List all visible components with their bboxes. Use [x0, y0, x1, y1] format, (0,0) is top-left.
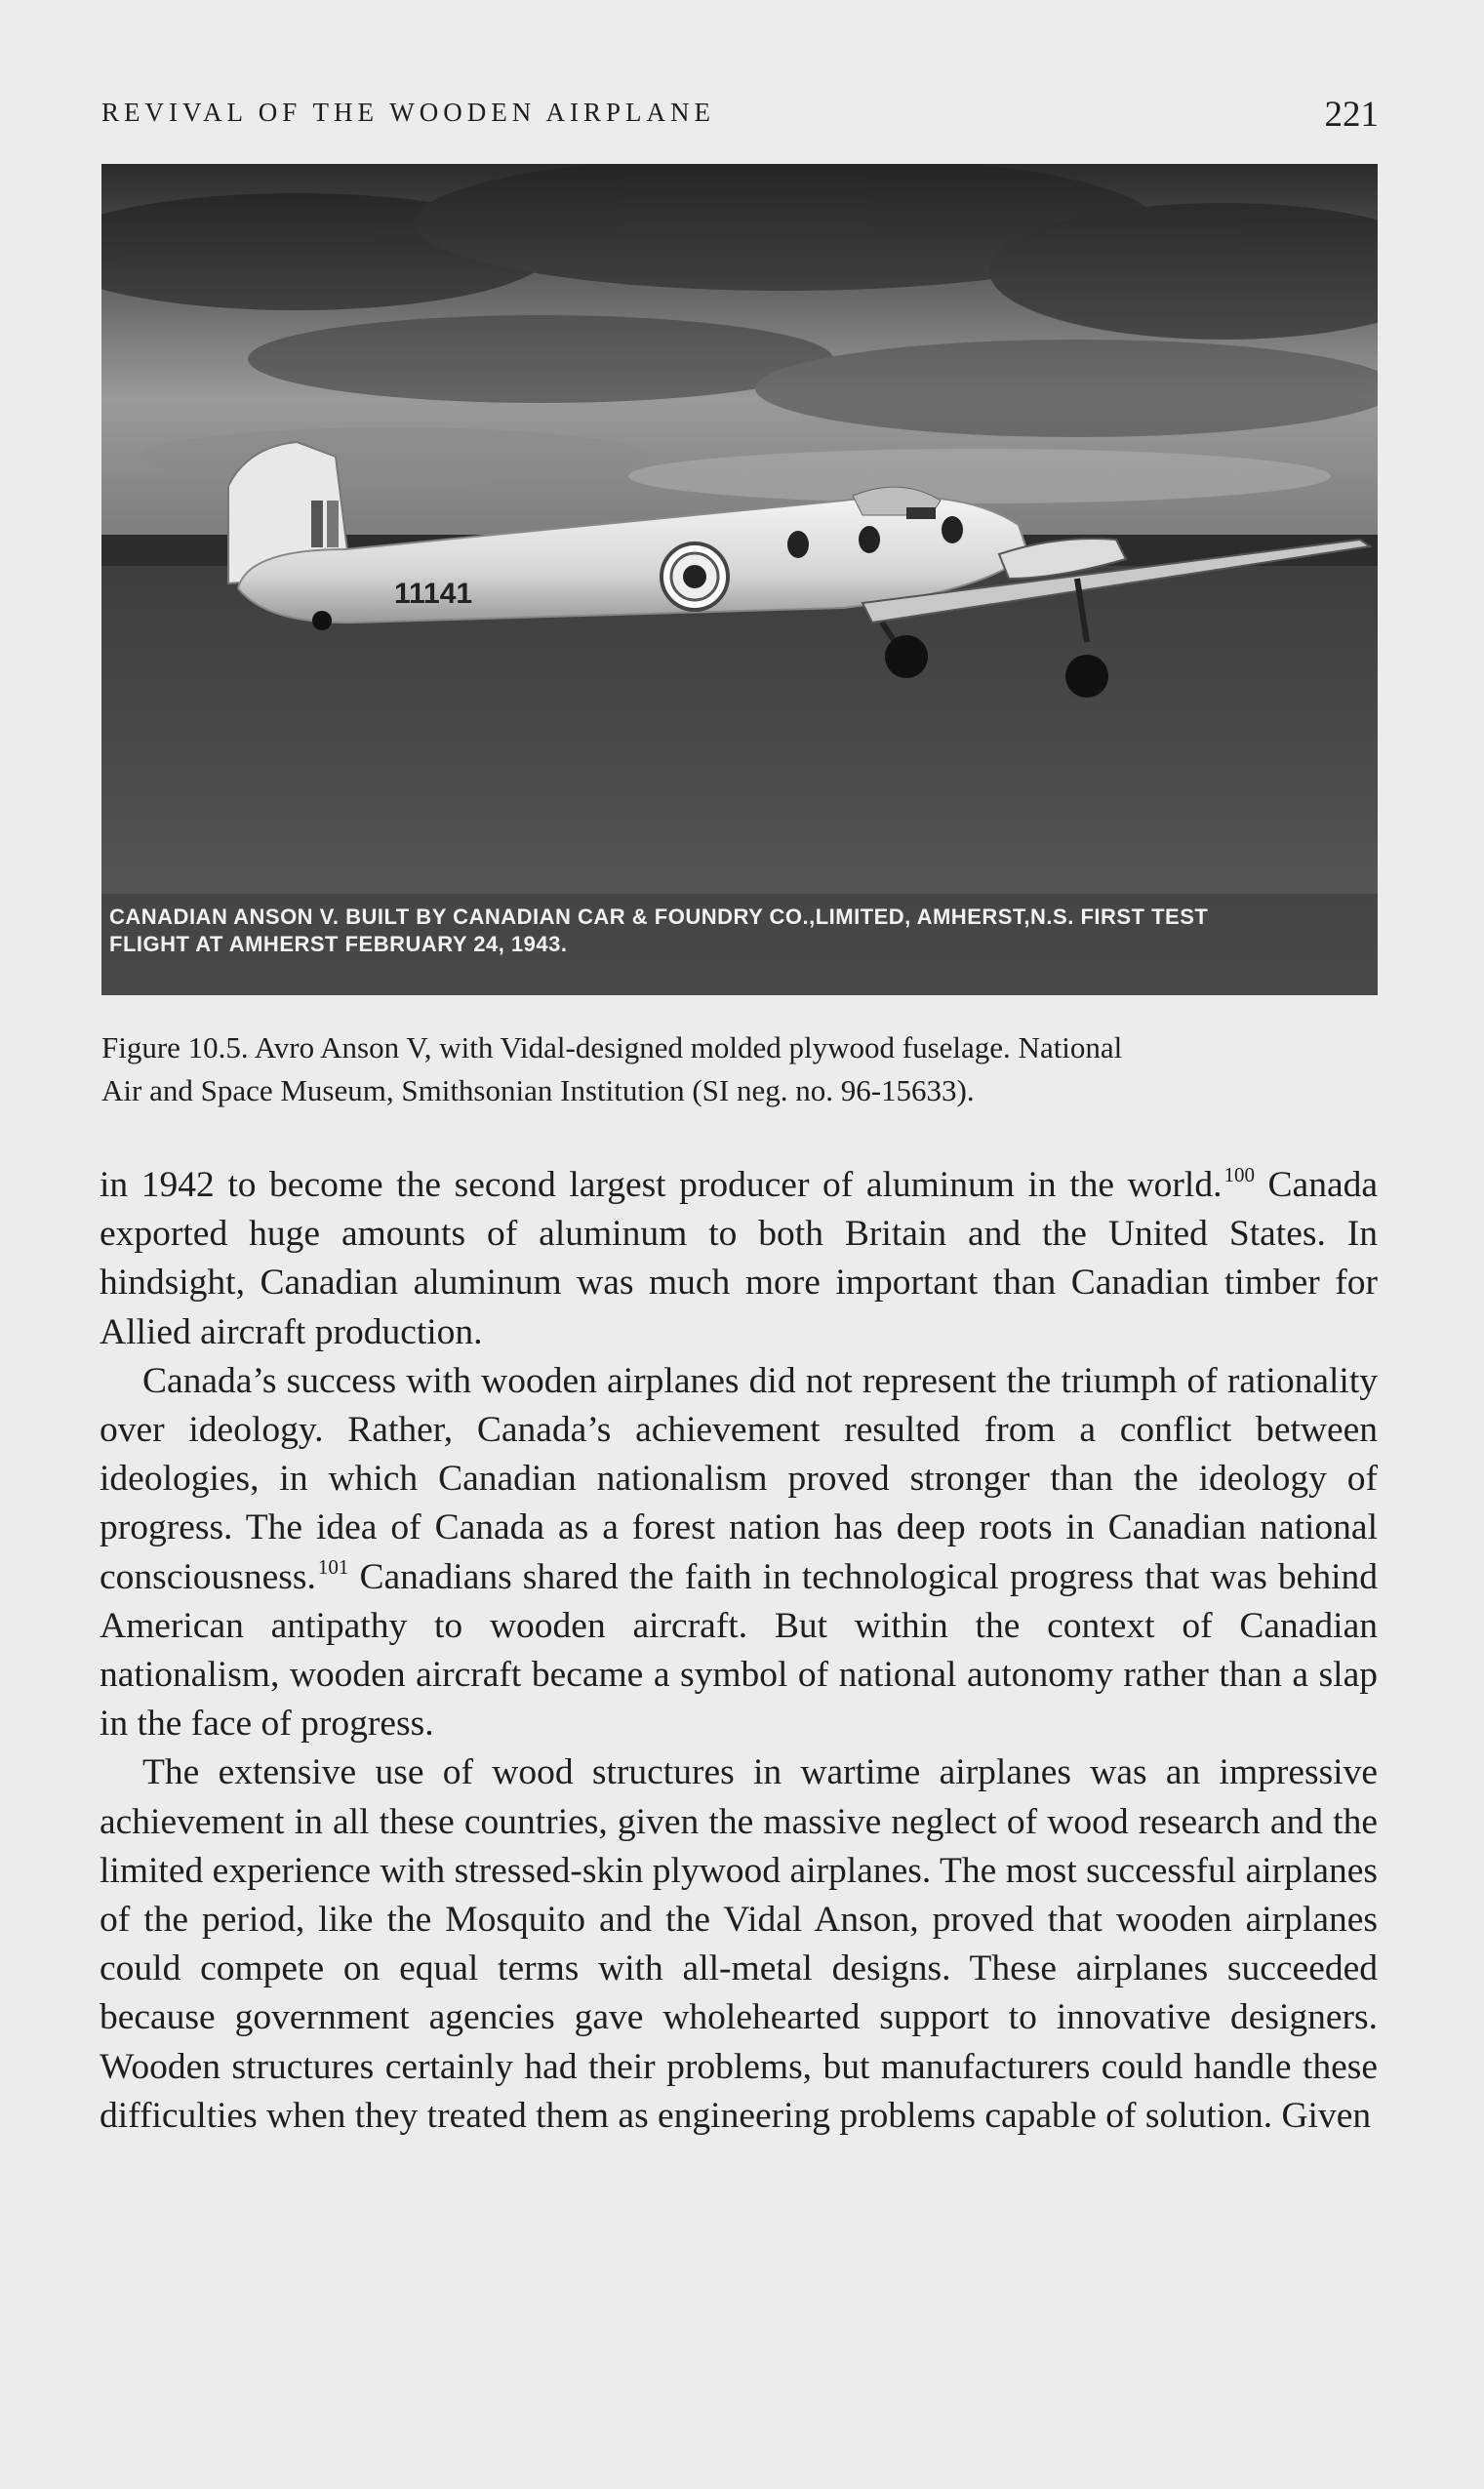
paragraph-1	[100, 1161, 1378, 1357]
footnote-ref-100[interactable]: 100	[1223, 1163, 1255, 1186]
airplane-photo	[101, 164, 1378, 995]
photo-caption	[109, 903, 1368, 958]
figure-caption-line2: Air and Space Museum, Smithsonian Institution (SI neg. no. 96-15633).	[101, 1073, 975, 1107]
page-number: 221	[1324, 95, 1379, 135]
figure-caption-line1: Figure 10.5. Avro Anson V, with Vidal-designed molded plywood fuselage. National	[101, 1030, 1123, 1064]
paragraph-2-text: Canada’s success with wooden airplanes did not represent the triumph of rationality over ideology. Rather, Canada’s achievement resulted from a conflict between ideologies, in which Canadian nationalism proved stronger than the ideology of progress. The idea of Canada as a forest nation has deep roots in Canadian national consciousness.	[100, 1360, 1378, 1597]
paragraph-2-rest: Canadians shared the faith in technological progress that was behind American antipathy to wooden aircraft. But within the context of Canadian nationalism, wooden aircraft became a symbol of national autonomy rather than a slap in the face of progress.	[100, 1556, 1378, 1745]
paragraph-1-text: in 1942 to become the second largest producer of aluminum in the world.	[100, 1165, 1223, 1205]
figure-caption	[101, 1026, 1380, 1112]
running-head: REVIVAL OF THE WOODEN AIRPLANE	[101, 98, 715, 127]
paragraph-3: The extensive use of wood structures in wartime airplanes was an impressive achievement in all these countries, given the massive neglect of wood research and the limited experience with stressed-skin plywood airplanes. The most successful airplanes of the period, like the Mosquito and the Vidal Anson, proved that wooden airplanes could compete on equal terms with all-metal designs. These airplanes succeeded because government agencies gave wholehearted support to innovative designers. Wooden structures certainly had their problems, but manufacturers could handle these difficulties when they treated them as engineering problems capable of solution. Given	[100, 1752, 1378, 2136]
paragraph-1-rest: Canada exported huge amounts of aluminum to both Britain and the United States. In hindsight, Canadian aluminum was much more important than Canadian timber for Allied aircraft production.	[100, 1165, 1378, 1352]
body-text	[100, 1161, 1378, 2141]
figure-photo	[101, 164, 1378, 995]
paragraph-2	[100, 1357, 1378, 1749]
photo-caption-line2: FLIGHT AT AMHERST FEBRUARY 24, 1943.	[109, 932, 568, 956]
page-header	[101, 94, 1379, 141]
photo-caption-line1: CANADIAN ANSON V. BUILT BY CANADIAN CAR & FOUNDRY CO.,LIMITED, AMHERST,N.S. FIRST TEST	[109, 904, 1209, 929]
footnote-ref-101[interactable]: 101	[317, 1554, 349, 1579]
aircraft-marking: 11141	[394, 578, 473, 610]
